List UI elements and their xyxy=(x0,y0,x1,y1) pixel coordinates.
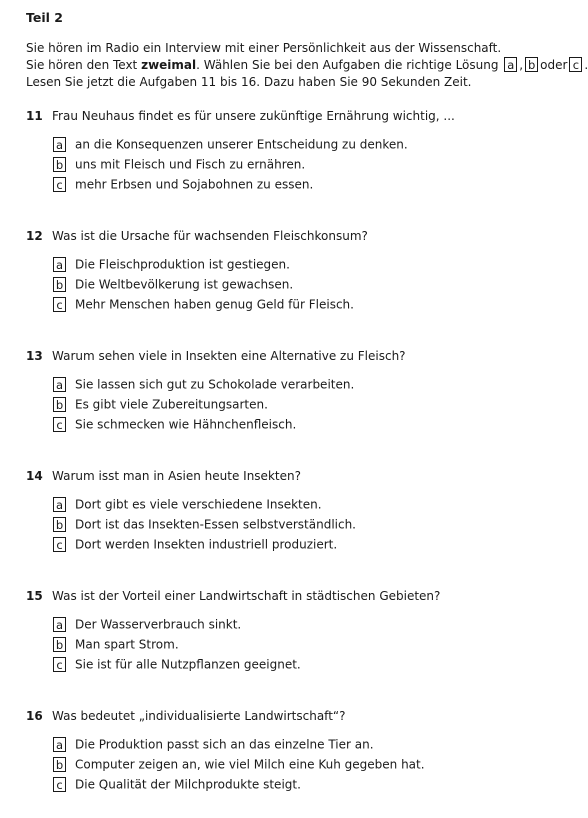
question-16 xyxy=(26,707,582,794)
answer-options xyxy=(53,494,582,554)
answer-option-c[interactable] xyxy=(53,774,582,794)
letter-box-a: a xyxy=(504,57,517,72)
answer-option-a[interactable] xyxy=(53,254,582,274)
question-12 xyxy=(26,227,582,314)
answer-checkbox-c[interactable]: c xyxy=(53,177,66,192)
answer-checkbox-b[interactable]: b xyxy=(53,757,66,772)
question-header xyxy=(26,347,582,365)
answer-option-c[interactable] xyxy=(53,534,582,554)
answer-text: Sie ist für alle Nutzpflanzen geeignet. xyxy=(75,657,301,672)
answer-checkbox-a[interactable]: a xyxy=(53,737,66,752)
answer-checkbox-b[interactable]: b xyxy=(53,157,66,172)
instruction-line-3: Lesen Sie jetzt die Aufgaben 11 bis 16. Dazu haben Sie 90 Sekunden Zeit. xyxy=(26,75,472,89)
answer-options xyxy=(53,134,582,194)
answer-options xyxy=(53,734,582,794)
question-header xyxy=(26,707,582,725)
answer-checkbox-a[interactable]: a xyxy=(53,137,66,152)
question-number: 14 xyxy=(26,469,43,483)
answer-text: Dort werden Insekten industriell produziert. xyxy=(75,537,338,552)
answer-option-b[interactable] xyxy=(53,514,582,534)
answer-option-b[interactable] xyxy=(53,394,582,414)
instructions xyxy=(26,40,588,91)
answer-text: Die Produktion passt sich an das einzelne Tier an. xyxy=(75,737,374,752)
answer-checkbox-a[interactable]: a xyxy=(53,257,66,272)
answer-option-b[interactable] xyxy=(53,154,582,174)
answer-text: an die Konsequenzen unserer Entscheidung zu denken. xyxy=(75,137,408,152)
answer-text: Die Weltbevölkerung ist gewachsen. xyxy=(75,277,294,292)
answer-checkbox-b[interactable]: b xyxy=(53,277,66,292)
answer-checkbox-a[interactable]: a xyxy=(53,617,66,632)
answer-option-b[interactable] xyxy=(53,634,582,654)
answer-text: Sie lassen sich gut zu Schokolade verarbeiten. xyxy=(75,377,355,392)
instruction-text: Sie hören den Text xyxy=(26,58,142,72)
answer-option-a[interactable] xyxy=(53,734,582,754)
question-number: 16 xyxy=(26,709,43,723)
answer-options xyxy=(53,614,582,674)
question-number: 15 xyxy=(26,589,43,603)
question-14 xyxy=(26,467,582,554)
question-15 xyxy=(26,587,582,674)
question-text: Was bedeutet „individualisierte Landwirtschaft“? xyxy=(52,709,346,723)
answer-text: uns mit Fleisch und Fisch zu ernähren. xyxy=(75,157,306,172)
answer-text: Die Qualität der Milchprodukte steigt. xyxy=(75,777,301,792)
question-number: 11 xyxy=(26,109,43,123)
question-text: Frau Neuhaus findet es für unsere zukünftige Ernährung wichtig, ... xyxy=(52,109,455,123)
answer-text: Dort ist das Insekten-Essen selbstverständlich. xyxy=(75,517,356,532)
answer-text: Es gibt viele Zubereitungsarten. xyxy=(75,397,268,412)
letter-box-b: b xyxy=(525,57,538,72)
question-text: Was ist die Ursache für wachsenden Fleischkonsum? xyxy=(52,229,368,243)
separator: , xyxy=(519,58,524,72)
answer-option-a[interactable] xyxy=(53,134,582,154)
question-text: Warum sehen viele in Insekten eine Alternative zu Fleisch? xyxy=(52,349,406,363)
answer-checkbox-a[interactable]: a xyxy=(53,497,66,512)
instruction-line-1: Sie hören im Radio ein Interview mit einer Persönlichkeit aus der Wissenschaft. xyxy=(26,41,502,55)
answer-options xyxy=(53,254,582,314)
answer-checkbox-c[interactable]: c xyxy=(53,417,66,432)
answer-checkbox-c[interactable]: c xyxy=(53,297,66,312)
answer-option-c[interactable] xyxy=(53,414,582,434)
answer-text: Die Fleischproduktion ist gestiegen. xyxy=(75,257,290,272)
question-number: 12 xyxy=(26,229,43,243)
letter-box-c: c xyxy=(569,57,582,72)
question-text: Warum isst man in Asien heute Insekten? xyxy=(52,469,301,483)
answer-option-a[interactable] xyxy=(53,494,582,514)
separator: . xyxy=(584,58,588,72)
instruction-line-2 xyxy=(26,57,588,74)
instruction-emphasis: zweimal xyxy=(141,58,197,72)
answer-text: Dort gibt es viele verschiedene Insekten. xyxy=(75,497,322,512)
question-header xyxy=(26,227,582,245)
question-number: 13 xyxy=(26,349,43,363)
section-title: Teil 2 xyxy=(26,10,63,25)
answer-option-a[interactable] xyxy=(53,614,582,634)
separator: oder xyxy=(540,58,568,72)
answer-option-a[interactable] xyxy=(53,374,582,394)
answer-checkbox-a[interactable]: a xyxy=(53,377,66,392)
answer-option-c[interactable] xyxy=(53,174,582,194)
answer-checkbox-b[interactable]: b xyxy=(53,397,66,412)
question-header xyxy=(26,587,582,605)
answer-options xyxy=(53,374,582,434)
instruction-text: . Wählen Sie bei den Aufgaben die richtige Lösung xyxy=(196,58,503,72)
answer-option-c[interactable] xyxy=(53,654,582,674)
question-header xyxy=(26,467,582,485)
answer-text: Mehr Menschen haben genug Geld für Fleisch. xyxy=(75,297,354,312)
answer-checkbox-b[interactable]: b xyxy=(53,517,66,532)
question-11 xyxy=(26,107,582,194)
answer-text: Computer zeigen an, wie viel Milch eine Kuh gegeben hat. xyxy=(75,757,425,772)
answer-checkbox-c[interactable]: c xyxy=(53,777,66,792)
question-13 xyxy=(26,347,582,434)
question-header xyxy=(26,107,582,125)
answer-text: Sie schmecken wie Hähnchenfleisch. xyxy=(75,417,297,432)
answer-option-b[interactable] xyxy=(53,754,582,774)
answer-option-b[interactable] xyxy=(53,274,582,294)
answer-text: mehr Erbsen und Sojabohnen zu essen. xyxy=(75,177,314,192)
answer-text: Man spart Strom. xyxy=(75,637,179,652)
answer-text: Der Wasserverbrauch sinkt. xyxy=(75,617,242,632)
answer-checkbox-c[interactable]: c xyxy=(53,657,66,672)
answer-option-c[interactable] xyxy=(53,294,582,314)
answer-checkbox-c[interactable]: c xyxy=(53,537,66,552)
answer-checkbox-b[interactable]: b xyxy=(53,637,66,652)
question-text: Was ist der Vorteil einer Landwirtschaft in städtischen Gebieten? xyxy=(52,589,441,603)
